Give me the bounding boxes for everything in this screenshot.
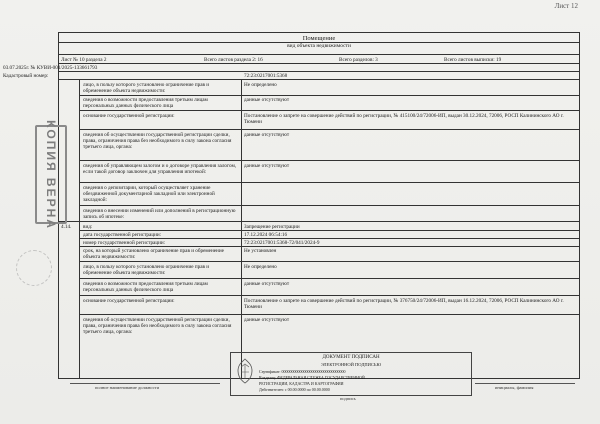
position-label: полное наименование должности	[95, 385, 159, 390]
row-a-3-value: данные отсутствуют	[244, 132, 290, 138]
row-b-6-label: основание государственной регистрации:	[83, 298, 175, 304]
position-line	[70, 383, 220, 384]
row-a-4-label: сведения об управляющем залогом и о договоре управления залогом, если такой договор заключен для управления ипотекой:	[83, 163, 237, 175]
row-a-1-label: сведения о возможности предоставления третьим лицам персональных данных физического лица	[83, 97, 208, 109]
row-b-6-value: Постановление о запрете на совершение действий по регистрации, № 376750/24/72006-ИП, выдан 16.12.2024, 72006, РОСП Калининского АО г. Тюмени	[244, 298, 564, 310]
row-b-3-label: срок, на который установлено ограничение прав и обременение объекта недвижимости:	[83, 248, 224, 260]
row-a-3-label: сведения об осуществлении государственной регистрации сделки, права, ограничения права без необходимого в силу закона согласия третьего лица, органа:	[83, 132, 232, 150]
row-b-2-value: 72:23:0217001:5368-72/041/2024-9	[244, 240, 320, 246]
row-a-0-value: Не определено	[244, 82, 277, 88]
total-sheets-section: Всего листов раздела 2: 16	[204, 57, 263, 63]
row-b-1-label: дата государственной регистрации:	[83, 232, 162, 238]
name-label: инициалы, фамилия	[495, 385, 534, 390]
row-b-2-label: номер государственной регистрации:	[83, 240, 166, 246]
esign-owner-2: РЕГИСТРАЦИИ, КАДАСТРА И КАРТОГРАФИИ	[259, 381, 344, 386]
row-b-7-value: данные отсутствуют	[244, 317, 290, 323]
row-b-0-label: вид:	[83, 224, 93, 230]
row-b-4-value: Не определено	[244, 264, 277, 270]
row-number: 4.14.	[61, 224, 72, 230]
row-a-4-value: данные отсутствуют	[244, 163, 290, 169]
sign-label: подпись	[340, 396, 356, 401]
esign-owner: Владелец: ФЕДЕРАЛЬНАЯ СЛУЖБА ГОСУДАРСТВЕННОЙ	[259, 375, 365, 380]
row-a-6-label: сведения о внесении изменений или дополнений в регистрационную запись об ипотеке:	[83, 208, 236, 220]
row-a-2-value: Постановление о запрете на совершение действий по регистрации, № 415100/24/72006-ИП, выдан 30.12.2024, 72006, РОСП Калининского АО г. Тюмени	[244, 113, 564, 125]
esign-subtitle: ЭЛЕКТРОННОЙ ПОДПИСЬЮ	[320, 362, 382, 367]
row-a-2-label: основание государственной регистрации:	[83, 113, 175, 119]
name-line	[475, 383, 575, 384]
esign-title: ДОКУМЕНТ ПОДПИСАН	[322, 355, 380, 360]
row-b-7-label: сведения об осуществлении государственной регистрации сделки, права, ограничения права без необходимого в силу закона согласия третьего лица, органа:	[83, 317, 232, 335]
page-marker: Лист 12	[554, 2, 578, 10]
date-number: 03.07.2025г. № КУВИ-001/2025-133661793	[3, 65, 98, 71]
row-b-1-value: 17.12.2024 06:54:16	[244, 232, 288, 238]
object-type-subtitle: вид объекта недвижимости	[287, 43, 351, 49]
esign-cert: Сертификат: 00000000000000000000000000000000	[259, 369, 346, 374]
total-sections: Всего разделов: 3	[339, 57, 378, 63]
electronic-signature-block	[230, 352, 472, 396]
row-b-5-label: сведения о возможности предоставления третьим лицам персональных данных физического лица	[83, 281, 208, 293]
row-a-5-label: сведения о депозитарии, который осуществляет хранение обездвиженной документарной закладной или электронной закладной:	[83, 185, 215, 203]
row-b-4-label: лицо, в пользу которого установлено ограничение прав и обременение объекта недвижимости:	[83, 264, 210, 276]
row-b-0-value: Запрещение регистрации	[244, 224, 300, 230]
object-type-title: Помещение	[302, 35, 336, 42]
cadastral-label: Кадастровый номер:	[3, 73, 49, 79]
row-a-1-value: данные отсутствуют	[244, 97, 290, 103]
sheet-label: Лист № 10 раздела 2	[61, 57, 107, 63]
row-b-5-value: данные отсутствуют	[244, 281, 290, 287]
certified-copy-stamp: КОПИЯ ВЕРНА	[35, 125, 67, 224]
cadastral-value: 72:23:0217001:5368	[244, 73, 288, 79]
seal-smudge	[16, 250, 52, 286]
esign-valid: Действителен: с 00.00.0000 по 00.00.0000	[259, 387, 330, 392]
row-a-0-label: лицо, в пользу которого установлено ограничение прав и обременение объекта недвижимости:	[83, 82, 210, 94]
row-b-3-value: Не установлен	[244, 248, 277, 254]
total-sheets-extract: Всего листов выписки: 19	[444, 57, 502, 63]
